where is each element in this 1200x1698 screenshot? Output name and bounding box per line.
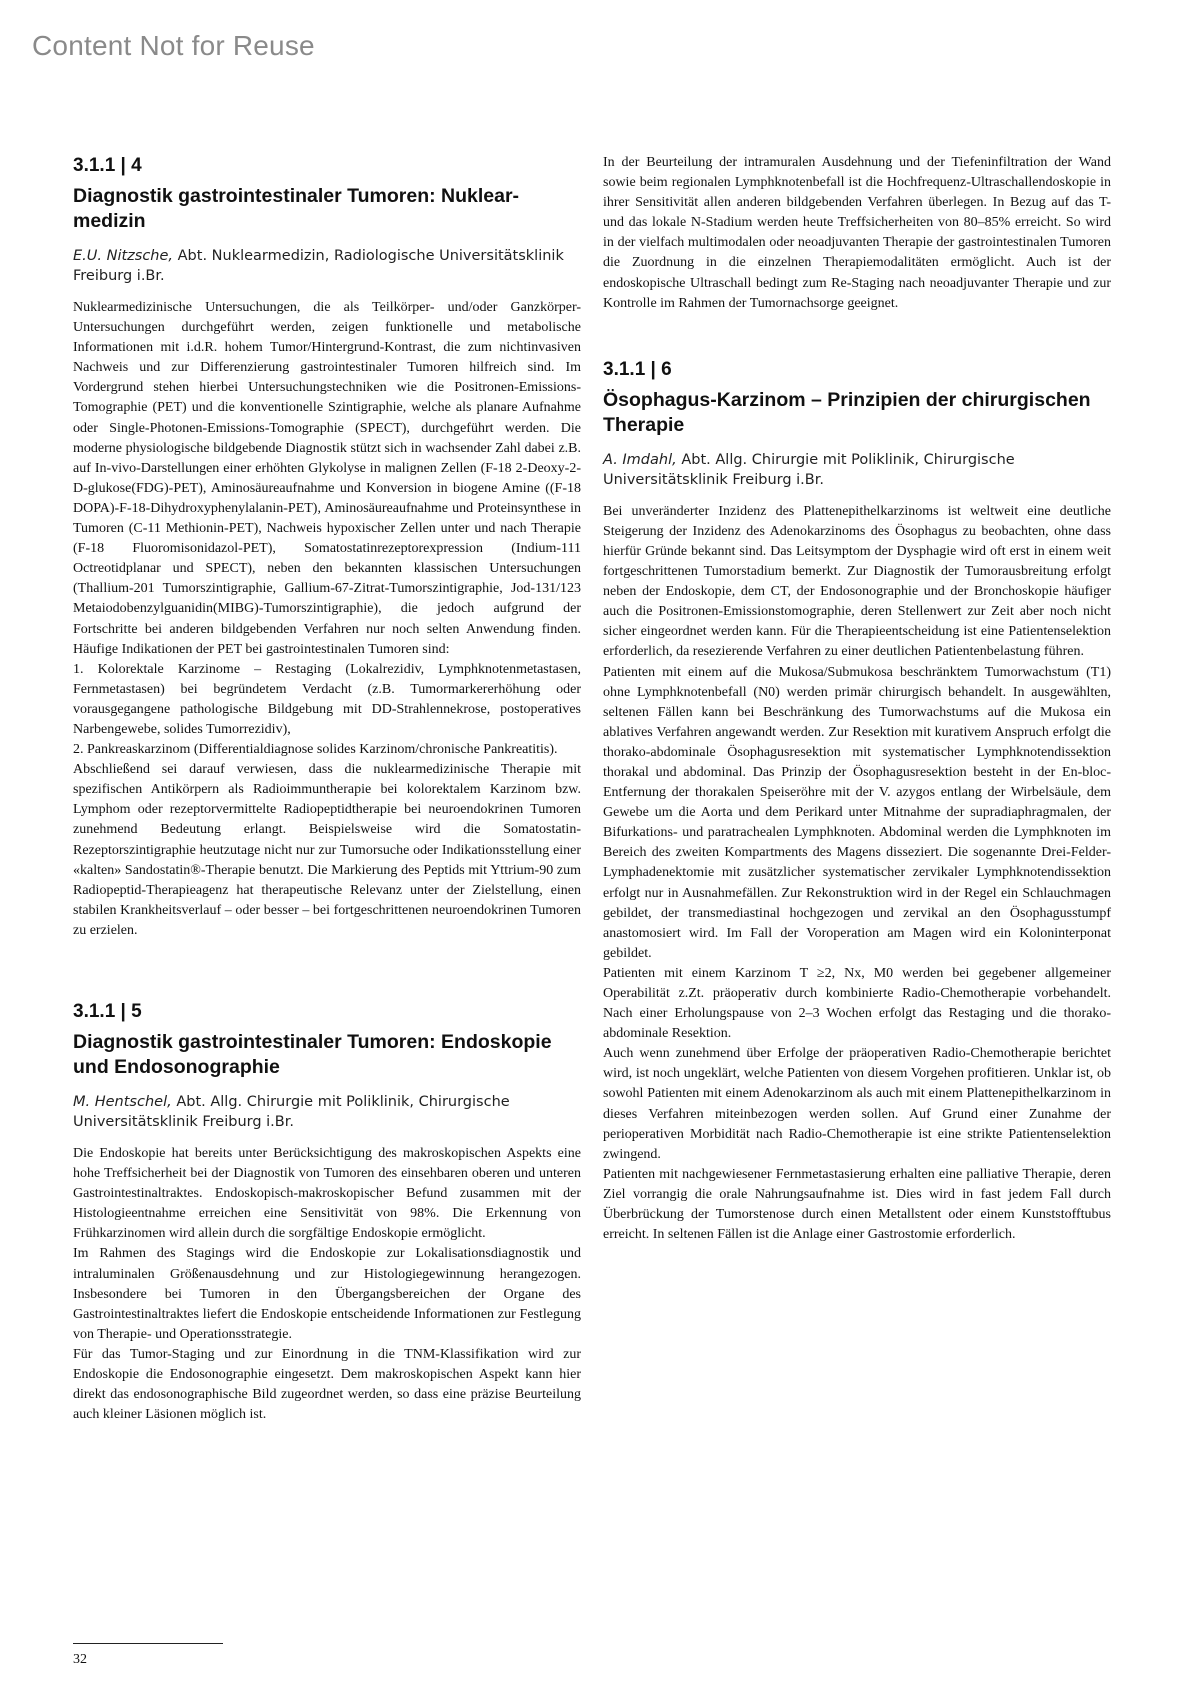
paragraph: Nuklearmedizinische Untersuchungen, die als Teilkörper- und/oder Ganzkörper-Untersuchungen durchgeführt werden, zeigen funktionelle und metabolische Informationen mit i.d.R. hohem Tumor/Hintergrund-Kontrast, die zum nichtinvasiven Nachweis und zur Differenzierung gastrointestinaler Tumoren hilfreich sind. Im Vordergrund stehen hierbei Untersuchungstechniken wie die Positronen-Emissions-Tomographie (PET) und die konventionelle Szintigraphie, welche als planare Aufnahme oder Single-Photonen-Emissions-Tomographie (SPECT), durchgeführt werden. Die moderne physiologische bildgebende Diagnostik stützt sich in wachsender Zahl dabei z.B. auf In-vivo-Darstellungen einer erhöhten Glykolyse in malignen Zellen (F-18 2-Deoxy-2-D-glukose(FDG)-PET), Aminosäureaufnahme und Konversion in biogene Amine ((F-18 DOPA)-F-18-Dihydroxyphenylalanin-PET), Aminosäureaufnahme und Proteinsynthese in Tumoren (C-11 Methionin-PET), Nachweis hypoxischer Zellen unter und nach Therapie (F-18 Fluoromisonidazol-PET), Somatostatinrezeptorexpression (Indium-111 Octreotidplanar und SPECT), neben den bekannten klassischen Untersuchungen (Thallium-201 Tumorszintigraphie, Gallium-67-Zitrat-Tumorszintigraphie, Jod-131/123 Metaiodobenzylguanidin(MIBG)-Tumorszintigraphie), die jedoch aufgrund der Fortschritte bei anderen bildgebenden Verfahren nur noch selten Anwendung finden. Häufige Indikationen der PET bei gastrointestinalen Tumoren sind:	[73, 300, 581, 657]
footer-rule	[73, 1643, 223, 1644]
watermark: Content Not for Reuse	[32, 30, 315, 61]
paragraph: Im Rahmen des Stagings wird die Endoskopie zur Lokalisationsdiagnostik und intraluminalen Größenausdehnung und zur Histologiegewinnung herangezogen. Insbesondere bei Tumoren in den Übergangsbereichen der Organe des Gastrointestinaltraktes liefert die Endoskopie entscheidende Informationen zur Festlegung von Therapie- und Operationsstrategie.	[73, 1246, 581, 1342]
author-name: M. Hentschel,	[73, 1094, 172, 1110]
paragraph: Auch wenn zunehmend über Erfolge der präoperativen Radio-Chemotherapie berichtet wird, ist noch ungeklärt, welche Patienten von diesem Vorgehen profitieren. Unklar ist, ob sowohl Patienten mit einem Adenokarzinom als auch mit einem Plattenepithelkarzinom in dieses Verfahren miteinbezogen werden sollen. Auf Grund einer Zunahme der perioperativen Morbidität nach Radio-Chemotherapie ist eine strikte Patientenselektion zwingend.	[603, 1046, 1111, 1162]
section-number: 3.1.1 | 6	[603, 358, 672, 380]
section-body	[73, 1144, 581, 1425]
paragraph: Abschließend sei darauf verwiesen, dass die nuklearmedizinische Therapie mit spezifischen Antikörpern als Radioimmuntherapie bei kolorektalem Karzinom bzw. Lymphom oder rezeptorvermittelte Radiopeptidtherapie bei neuroendokrinen Tumoren zunehmend Bedeutung erlangt. Beispielsweise wird die Somatostatin-Rezeptorszintigraphie heutzutage nicht nur zur Tumorsuche oder Indikationsstellung einer «kalten» Sandostatin®-Therapie benutzt. Die Markierung des Peptids mit Yttrium-90 zum Radiopeptid-Therapieagenz hat therapeutische Relevanz unter der Zielstellung, einen stabilen Krankheitsverlauf – oder besser – bei fortgeschrittenen neuroendokrinen Tumoren zu erzielen.	[73, 762, 581, 938]
author-affiliation: Abt. Allg. Chirurgie mit Poliklinik, Chirurgische Universitätsklinik Freiburg i.Br.	[603, 451, 1015, 488]
section-body	[73, 298, 581, 941]
section-title: Ösophagus-Karzinom – Prinzipien der chirurgischen Therapie	[603, 388, 1091, 436]
author-affiliation: Abt. Allg. Chirurgie mit Poliklinik, Chirurgische Universitätsklinik Freiburg i.Br.	[73, 1094, 510, 1130]
paragraph: 1. Kolorektale Karzinome – Restaging (Lokalrezidiv, Lymphknotenmetastasen, Fernmetastasen) bei begründetem Verdacht (z.B. Tumormarkererhöhung oder vorausgegangene pathologische Bildgebung mit DD-Strahlennekrose, postoperatives Narbengewebe, solides Tumorrezidiv),	[73, 661, 581, 737]
section-title: Diagnostik gastrointestinaler Tumoren: Nuklear-medizin	[73, 185, 520, 232]
section-3-1-1-6	[603, 359, 1111, 1245]
paragraph: Patienten mit einem auf die Mukosa/Submukosa beschränktem Tumorwachstum (T1) ohne Lymphknotenbefall (N0) werden primär chirurgisch behandelt. In ausgewählten, seltenen Fällen kann bei Beschränkung des Tumorwachstums auf die Mukosa ein ablatives Verfahren angewandt werden. Zur Resektion mit kurativem Anspruch erfolgt die thorako-abdominale Ösophagusresektion mit systematischer Lymphknotendissektion thorakal und abdominal. Das Prinzip der Ösophagusresektion besteht in der En-bloc-Entfernung der thorakalen Speiseröhre mit der V. azygos entlang der Wirbelsäule, dem Gewebe um die Aorta und dem Perikard unter Mitnahme der supradiaphragmalen, der Bifurkations- und paratrachealen Lymphknoten. Abdominal werden die Lymphknoten im Bereich des zweiten Kompartments des Magens disseziert. Die sogenannte Drei-Felder-Lymphadenektomie mit zusätzlicher systematischer zervikaler Lymphknotendissektion erfolgt nur in Ausnahmefällen. Zur Rekonstruktion wird in der Regel ein Schlauchmagen gebildet, der transmediastinal hochgezogen und zervikal an den Ösophagusstumpf anastomosiert wird. Im Fall der Voroperation am Magen wird ein Koloninterponat gebildet.	[603, 664, 1111, 961]
paragraph: Patienten mit einem Karzinom T ≥2, Nx, M0 werden bei gegebener allgemeiner Operabilität z.Zt. präoperativ durch kombinierte Radio-Chemotherapie vorbehandelt. Nach einer Erholungspause von 2–3 Wochen erfolgt das Restaging und die thorako-abdominale Resektion.	[603, 965, 1111, 1042]
paragraph: In der Beurteilung der intramuralen Ausdehnung und der Tiefeninfiltration der Wand sowie beim regionalen Lymphknotenbefall ist die Hochfrequenz-Ultraschallendoskopie in ihrer Sensitivität allen anderen bildgebenden Verfahren überlegen. In Bezug auf das T- und das lokale N-Stadium werden heute Treffsicherheiten von 80–85% erreicht. So wird in der vielfach multimodalen oder neoadjuvanten Therapie der gastrointestinalen Tumoren die Zuordnung in die einzelnen Therapiemodalitäten ermöglicht. Auch ist der endoskopische Ultraschall bedingt zum Re-Staging nach neoadjuvanter Therapie und zur Kontrolle im Rahmen der Tumornachsorge geeignet.	[603, 155, 1111, 311]
author-name: A. Imdahl,	[603, 451, 677, 468]
section-number: 3.1.1 | 5	[73, 1001, 142, 1022]
page-number: 32	[73, 1652, 87, 1667]
section-number: 3.1.1 | 4	[73, 155, 142, 176]
paragraph: Für das Tumor-Staging und zur Einordnung in die TNM-Klassifikation wird zur Endoskopie die Endosonographie eingesetzt. Dem makroskopischen Aspekt kann hier direkt das endosonographische Bild zugeordnet werden, so dass eine präzise Beurteilung auch kleiner Läsionen möglich ist.	[73, 1346, 581, 1423]
author-affiliation: Abt. Nuklearmedizin, Radiologische Universitätsklinik Freiburg i.Br.	[73, 248, 564, 284]
author-line	[603, 450, 1111, 490]
author-line	[73, 1092, 581, 1132]
section-3-1-1-4	[73, 155, 581, 941]
section-continuation	[603, 153, 1111, 314]
author-line	[73, 246, 581, 286]
section-title: Diagnostik gastrointestinaler Tumoren: Endoskopie und Endosonographie	[73, 1031, 552, 1078]
left-column	[73, 155, 581, 1425]
section-3-1-1-5	[73, 1001, 581, 1425]
right-column	[603, 153, 1111, 1245]
paragraph: Bei unveränderter Inzidenz des Plattenepithelkarzinoms ist weltweit eine deutliche Steigerung der Inzidenz des Adenokarzinoms des Ösophagus zu beobachten, ohne dass hierfür Gründe bekannt sind. Das Leitsymptom der Dysphagie wird oft erst in einem weit fortgeschrittenen Tumorstadium bemerkt. Zur Diagnostik der Tumorausbreitung erfolgt neben der Endoskopie, dem CT, der Endosonographie und der Bronchoskopie häufiger auch die Positronen-Emissionstomographie, deren Stellenwert zur Zeit aber noch nicht sicher eingeordnet werden kann. Für die Therapieentscheidung ist eine Patientenselektion erforderlich, da resezierende Verfahren zu einer deutlichen Patientenbelastung führen.	[603, 503, 1111, 660]
author-name: E.U. Nitzsche,	[73, 248, 174, 264]
paragraph: 2. Pankreaskarzinom (Differentialdiagnose solides Karzinom/chronische Pankreatitis).	[73, 742, 558, 758]
paragraph: Die Endoskopie hat bereits unter Berücksichtigung des makroskopischen Aspekts eine hohe Treffsicherheit bei der Diagnostik von Tumoren des einsehbaren oberen und unteren Gastrointestinaltraktes. Endoskopisch-makroskopischer Befund zusammen mit der Histologieentnahme erreichen eine Sensitivität von 98%. Die Erkennung von Frühkarzinomen wird allein durch die sorgfältige Endoskopie ermöglicht.	[73, 1146, 581, 1242]
section-body	[603, 502, 1111, 1245]
paragraph: Patienten mit nachgewiesener Fernmetastasierung erhalten eine palliative Therapie, deren Ziel vorrangig die orale Nahrungsaufnahme ist. Dies wird in fast jedem Fall durch Überbrückung der Tumorstenose durch einen Metallstent oder einem Kunststofftubus erreicht. In seltenen Fällen ist die Anlage einer Gastrostomie erforderlich.	[603, 1166, 1111, 1243]
